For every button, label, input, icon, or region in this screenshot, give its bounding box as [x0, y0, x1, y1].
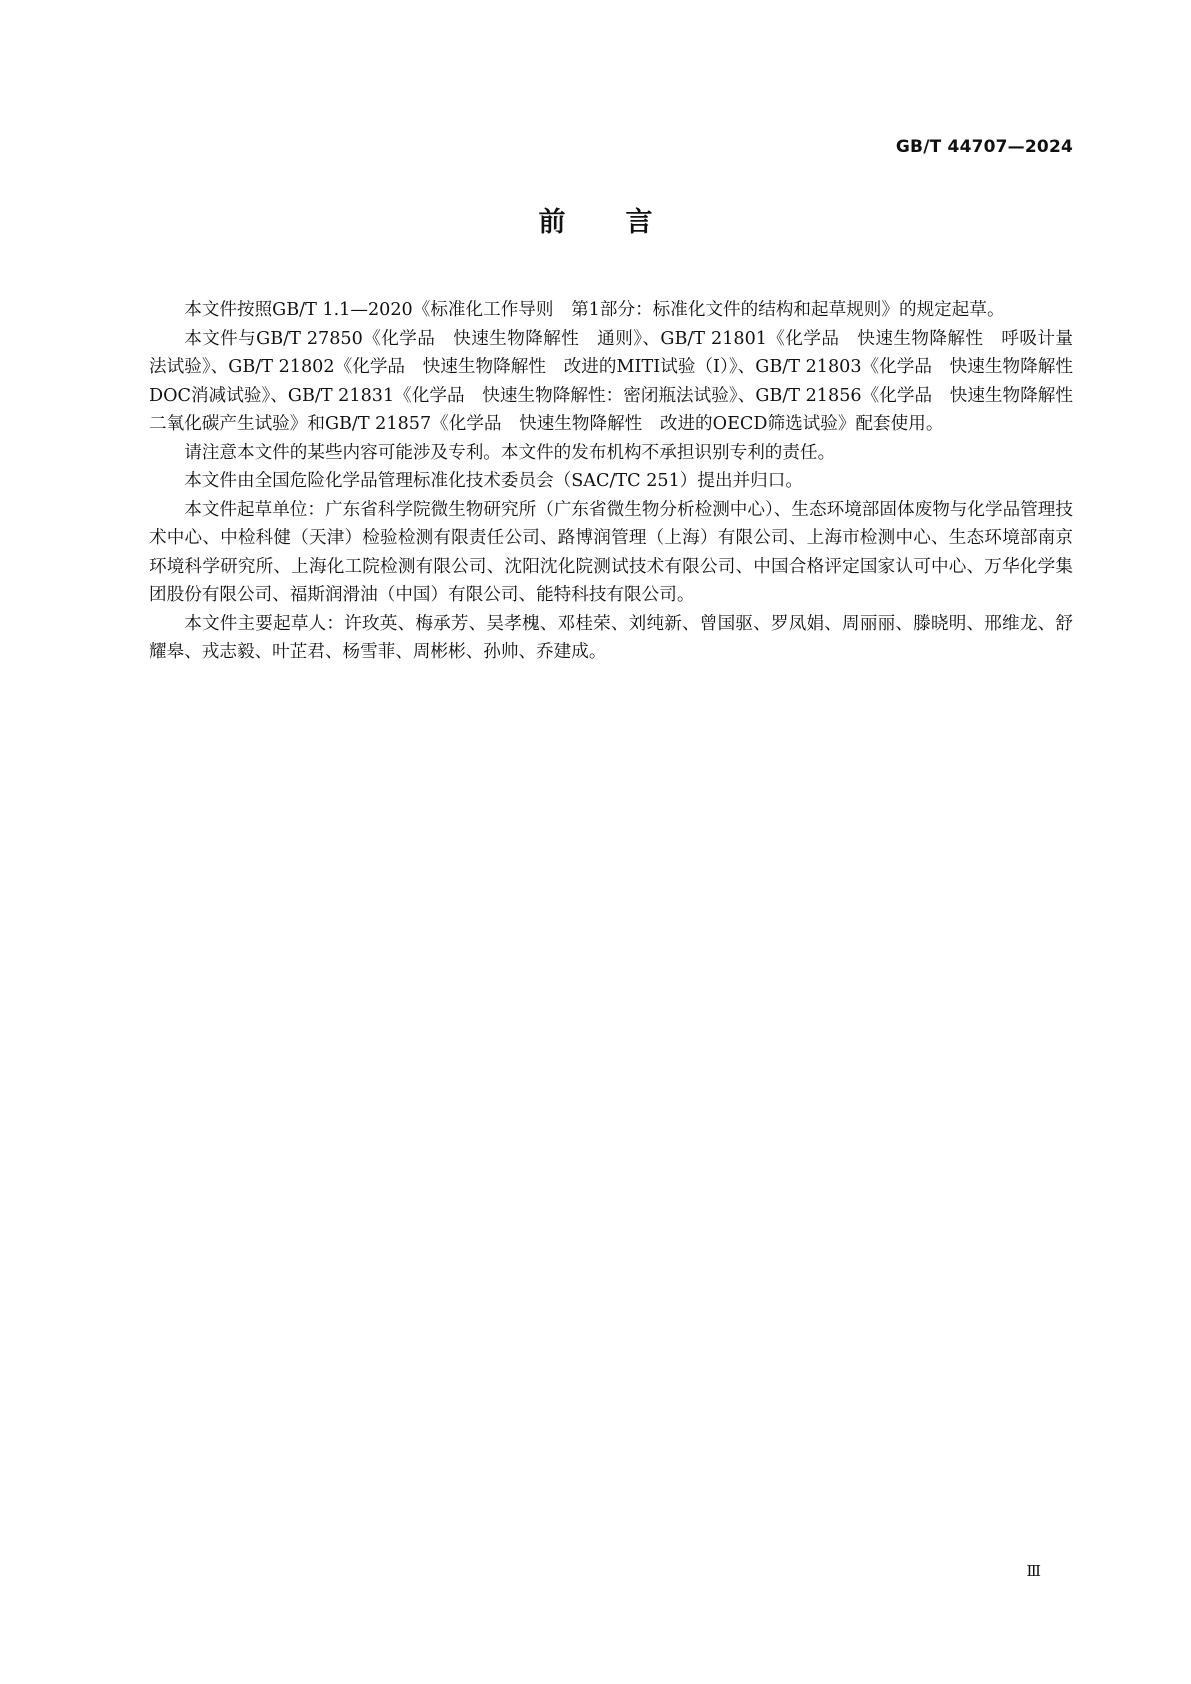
page-title: 前言	[538, 207, 713, 238]
paragraph-drafting-units: 本文件起草单位：广东省科学院微生物研究所（广东省微生物分析检测中心）、生态环境部固体废物与化学品管理技术中心、中检科健（天津）检验检测有限责任公司、路博润管理（上海）有限公司、上海市检测中心、生态环境部南京环境科学研究所、上海化工院检测有限公司、沈阳沈化院测试技术有限公司、中国合格评定国家认可中心、万华化学集团股份有限公司、福斯润滑油（中国）有限公司、能特科技有限公司。	[149, 499, 1073, 605]
paragraph-drafters: 本文件主要起草人：许玫英、梅承芳、吴孝槐、邓桂荣、刘纯新、曾国驱、罗凤娟、周丽丽、滕晓明、邢维龙、舒耀皋、戎志毅、叶芷君、杨雪菲、周彬彬、孙帅、乔建成。	[149, 613, 1073, 662]
page-number: Ⅲ	[1026, 1562, 1041, 1580]
paragraph-drafting-rules: 本文件按照GB/T 1.1—2020《标准化工作导则 第1部分：标准化文件的结构和起草规则》的规定起草。	[184, 300, 1005, 320]
paragraph-proposer: 本文件由全国危险化学品管理标准化技术委员会（SAC/TC 251）提出并归口。	[184, 471, 803, 491]
paragraph-related-standards: 本文件与GB/T 27850《化学品 快速生物降解性 通则》、GB/T 21801《化学品 快速生物降解性 呼吸计量法试验》、GB/T 21802《化学品 快速生物降解性 改进的MITI试验（Ⅰ）》、GB/T 21803《化学品 快速生物降解性 DOC消减试验》、GB/T 21831《化学品 快速生物降解性：密闭瓶法试验》、GB/T 21856《化学品 快速生物降解性 二氧化碳产生试验》和GB/T 21857《化学品 快速生物降解性 改进的OECD筛选试验》配套使用。	[149, 328, 1091, 434]
standard-number: GB/T 44707—2024	[895, 137, 1073, 157]
foreword-body	[149, 296, 1091, 667]
paragraph-patent-notice: 请注意本文件的某些内容可能涉及专利。本文件的发布机构不承担识别专利的责任。	[184, 442, 836, 463]
